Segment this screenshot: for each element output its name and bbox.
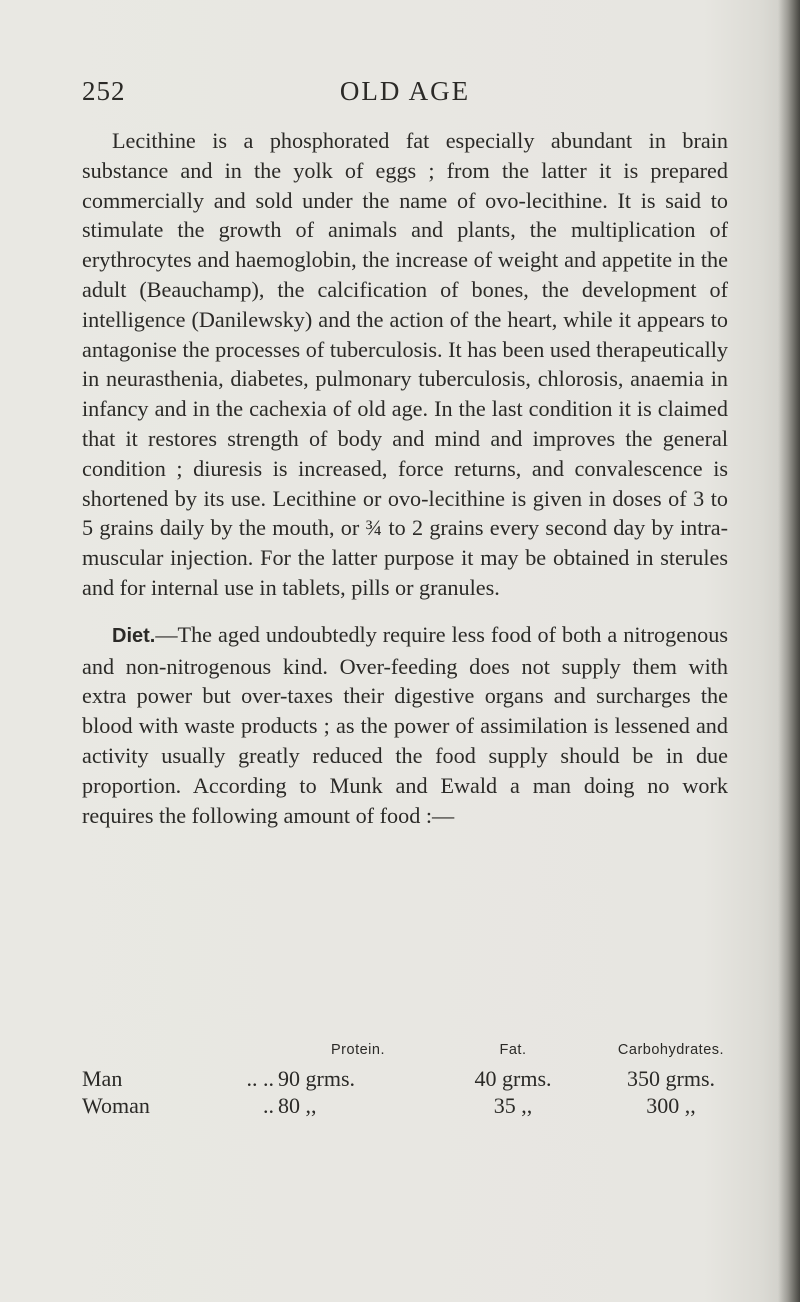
body-text [82, 126, 728, 830]
table-header-protein: Protein. [331, 1042, 385, 1058]
table-row [82, 1092, 754, 1119]
paragraph-diet [82, 620, 728, 831]
row-label-cell [82, 1065, 278, 1092]
row-label: Woman [82, 1093, 150, 1118]
paragraph-lecithine: Lecithine is a phosphorated fat especially abundant in brain substance and in the yolk of eggs ; from the latter it is prepared commercially and sold under the name of ovo-lecithine. It is said to stimulate the growth of animals and plants, the multiplication of erythrocytes and haemoglobin, the increase of weight and appetite in the adult (Beauchamp), the calcification of bones, the development of intelligence (Danilewsky) and the action of the heart, while it appears to antagonise the processes of tuberculosis. It has been used therapeutically in neurasthenia, diabetes, pulmonary tuberculosis, chlorosis, anaemia in infancy and in the cachexia of old age. In the last condition it is claimed that it restores strength of body and mind and improves the general condition ; diuresis is increased, force returns, and convalescence is shortened by its use. Lecithine or ovo-lecithine is given in doses of 3 to 5 grains daily by the mouth, or ¾ to 2 grains every second day by intra-muscular injection. For the latter purpose it may be obtained in sterules and for internal use in tablets, pills or granules. [82, 128, 728, 600]
cell-fat: 35 ,, [493, 1093, 533, 1118]
page-number: 252 [82, 76, 126, 106]
cell-carbohydrates: 300 ,, [646, 1093, 696, 1118]
row-leader-dots: .. .. [246, 1066, 274, 1091]
run-in-heading-diet: Diet. [112, 624, 156, 647]
page-header [82, 76, 728, 116]
cell-carbohydrates: 350 grms. [627, 1066, 715, 1091]
table-header-blank [82, 1041, 278, 1065]
row-leader-dots: .. [263, 1093, 274, 1118]
cell-protein: 90 grms. [278, 1066, 355, 1091]
cell-fat: 40 grms. [474, 1066, 552, 1091]
paragraph-diet-text: —The aged undoubtedly require less food of both a nitrogenous and non-nitrogenous kind. Over-feeding does not supply them with extra power but over-taxes their digestive organs and surcharges the blood with waste products ; as the power of assimilation is lessened and activity usually greatly reduced the food supply should be in due proportion. According to Munk and Ewald a man doing no work requires the following amount of food :— [82, 621, 728, 828]
row-label: Man [82, 1066, 123, 1091]
page-edge-shadow [778, 0, 800, 1302]
table-header-carbohydrates: Carbohydrates. [617, 1042, 725, 1058]
cell-protein: 80 ,, [278, 1093, 317, 1118]
table-header-row [82, 1041, 754, 1065]
row-label-cell [82, 1092, 278, 1119]
table-row [82, 1065, 754, 1092]
table-header-fat: Fat. [499, 1042, 527, 1058]
running-head: OLD AGE [339, 76, 471, 106]
food-requirement-table [82, 1041, 754, 1119]
